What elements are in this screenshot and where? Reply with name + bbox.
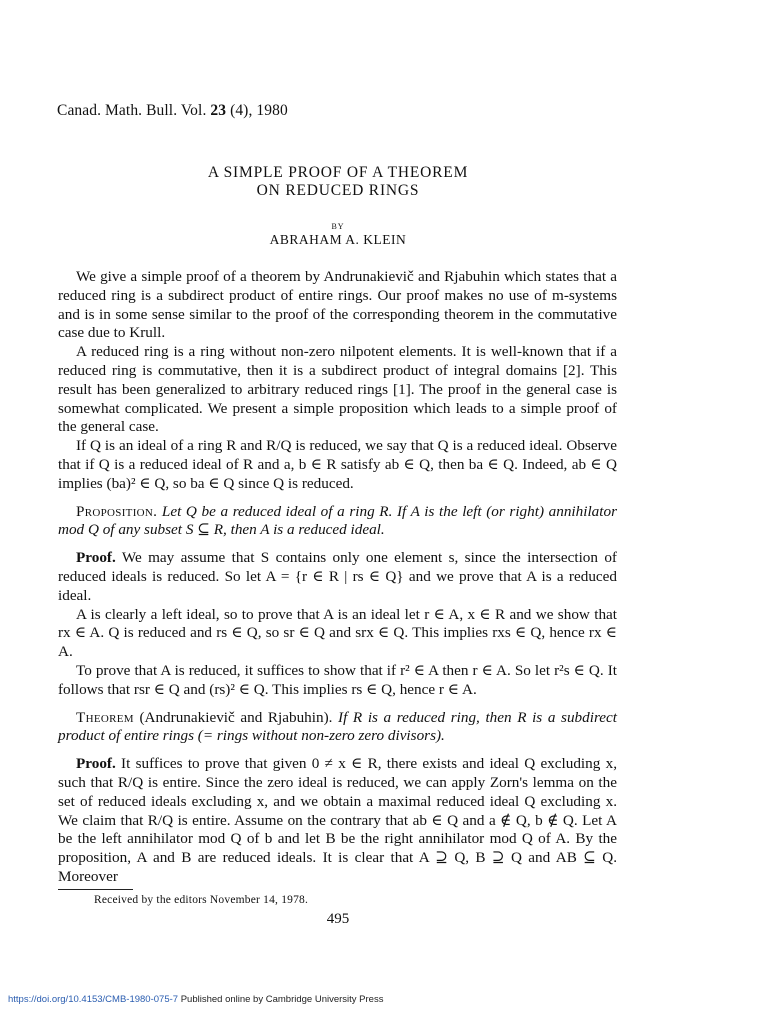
paragraph-intro: We give a simple proof of a theorem by Andrunakievič and Rjabuhin which states that a reduced ring is a subdirect product of entire rings. Our proof makes no use of m-systems and is in some sense similar to the proof of the corresponding theorem in the commutative case due to Krull. bbox=[58, 268, 617, 342]
paragraph-reduced-ideal: If Q is an ideal of a ring R and R/Q is reduced, we say that Q is a reduced ideal. Observe that if Q is a reduced ideal of R and a, b ∈ R satisfy ab ∈ Q, then ba ∈ Q. Indeed, ab ∈ Q implies (ba)² ∈ Q, so ba ∈ Q since Q is reduced. bbox=[58, 437, 617, 492]
author-name: ABRAHAM A. KLEIN bbox=[269, 232, 407, 247]
theorem-attribution: (Andrunakievič and Rjabuhin). bbox=[133, 708, 339, 726]
proof-label: Proof. bbox=[76, 755, 116, 773]
doi-footer bbox=[8, 994, 383, 1005]
journal-name: Canad. Math. Bull. Vol. bbox=[57, 102, 211, 119]
journal-issue-year: (4), 1980 bbox=[226, 102, 288, 119]
proof-theorem bbox=[58, 755, 617, 887]
proof-text: We may assume that S contains only one element s, since the intersection of reduced ideals is reduced. So let A = {r ∈ R | rs ∈ Q} and we prove that A is a reduced ideal. bbox=[58, 549, 617, 604]
proposition bbox=[58, 503, 617, 541]
title-line-1: A SIMPLE PROOF OF A THEOREM bbox=[207, 164, 469, 181]
page-number: 495 bbox=[326, 911, 350, 927]
proposition-label: Proposition. bbox=[76, 502, 158, 520]
theorem-label: Theorem bbox=[76, 708, 134, 726]
doi-published-text: Published online by Cambridge University Press bbox=[178, 994, 384, 1005]
journal-volume: 23 bbox=[210, 102, 227, 119]
paragraph-reduced-proof: To prove that A is reduced, it suffices to show that if r² ∈ A then r ∈ A. So let r²s ∈ Q. It follows that rsr ∈ Q and (rs)² ∈ Q. This implies rs ∈ Q, hence r ∈ A. bbox=[58, 661, 617, 698]
theorem-text: If R is a reduced ring, then R is a subdirect product of entire rings (= rings without non-zero zero divisors). bbox=[58, 708, 617, 745]
footnote-rule bbox=[58, 889, 133, 890]
doi-link[interactable]: https://doi.org/10.4153/CMB-1980-075-7 bbox=[8, 994, 179, 1005]
paper-title bbox=[0, 164, 676, 200]
paper-body bbox=[58, 268, 617, 887]
journal-citation bbox=[57, 102, 288, 120]
theorem bbox=[58, 709, 617, 747]
proof-proposition bbox=[58, 549, 617, 605]
paragraph-left-ideal: A is clearly a left ideal, so to prove that A is an ideal let r ∈ A, x ∈ R and we show that rx ∈ A. Q is reduced and rs ∈ Q, so sr ∈ Q and srx ∈ Q. This implies rxs ∈ Q, hence rx ∈ A. bbox=[58, 605, 617, 661]
proof-label: Proof. bbox=[76, 549, 116, 567]
paragraph-reduced-ring: A reduced ring is a ring without non-zero nilpotent elements. It is well-known that if a reduced ring is commutative, then it is a subdirect product of integral domains [2]. This result has been generalized to arbitrary reduced rings [1]. The proof in the general case is somewhat complicated. We present a simple proposition which leads to a simple proof of the general case. bbox=[58, 343, 617, 436]
proposition-text: Let Q be a reduced ideal of a ring R. If A is the left (or right) annihilator mod Q of any subset S ⊆ R, then A is a reduced ideal. bbox=[58, 502, 617, 539]
footnote-received: Received by the editors November 14, 1978. bbox=[94, 894, 309, 906]
title-line-2: ON REDUCED RINGS bbox=[256, 182, 420, 199]
proof-text: It suffices to prove that given 0 ≠ x ∈ R, there exists and ideal Q excluding x, such that R/Q is entire. Since the zero ideal is reduced, we can apply Zorn's lemma on the set of reduced ideals excluding x, and we obtain a maximal reduced ideal Q excluding x. We claim that R/Q is entire. Assume on the contrary that ab ∈ Q and a ∉ Q, b ∉ Q. Let A be the left annihilator mod Q of b and let B be the right annihilator mod Q of A. By the proposition, A and B are reduced ideals. It is clear that A ⊇ Q, B ⊇ Q and AB ⊆ Q. Moreover bbox=[58, 755, 617, 885]
byline-by: BY bbox=[331, 222, 345, 231]
